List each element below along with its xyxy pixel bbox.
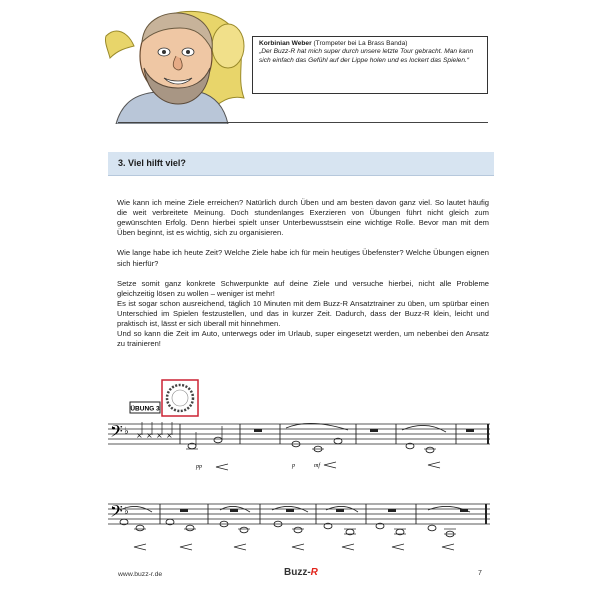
divider: [118, 122, 488, 123]
bass-clef-icon: 𝄢: [110, 421, 123, 445]
bass-clef-icon: 𝄢: [110, 501, 123, 525]
svg-text:×: ×: [166, 431, 173, 440]
quote-text: „Der Buzz-R hat mich super durch unsere letzte Tour gebracht. Man kann sich einfach das Gefühl auf der Lippe holen und es lockert das Spielen.“: [259, 48, 474, 64]
logo-r: R: [310, 567, 318, 578]
svg-text:×: ×: [156, 431, 163, 440]
footer-url-link[interactable]: www.buzz-r.de: [118, 571, 163, 578]
quote-author-role: (Trompeter bei La Brass Banda): [313, 40, 408, 47]
paragraph: Setze somit ganz konkrete Schwerpunkte auf deine Ziele und versuche hierbei, nicht alle Probleme gleichzeitig lösen zu wollen – weniger ist mehr!: [117, 278, 489, 298]
buzz-r-device-image: [162, 380, 198, 416]
paragraph: Und so kann die Zeit im Auto, unterwegs oder im Urlaub, super eingesetzt werden, um nebenbei den Ansatz zu trainieren!: [117, 329, 489, 349]
logo-text: Buzz-: [284, 567, 311, 578]
paragraph: Es ist sogar schon ausreichend, täglich 10 Minuten mit dem Buzz-R Ansatztrainer zu üben, um spürbar einen Unterschied im Spielen festzustellen, und das in kurzer Zeit. Dadurch, dass der Buzz-R klein, leicht und praktisch ist, lässt er sich überall mit hinnehmen.: [117, 298, 489, 329]
ledger-and-stems-1: [186, 426, 436, 449]
dynamic-marking: p: [292, 463, 295, 469]
crescendo-hairpins: [134, 462, 454, 550]
quote-box: [252, 36, 488, 94]
flat-icon: ♭: [124, 506, 129, 517]
paragraph: Wie kann ich meine Ziele erreichen? Natürlich durch Üben und am besten davon ganz viel. So lautet häufig die weit verbreitete Meinung. Doch stundenlanges Exerzieren von Übungen führt nicht gleich zum gewünschten Erfolg. Denn hierbei spielt unser Unterbewusstsein eine wichtige Rolle. Bevor man mit dem Üben beginnt, ist es wichtig, sich zu organisieren.: [117, 198, 489, 238]
dynamic-marking: pp: [196, 464, 202, 470]
music-notation: [100, 378, 500, 568]
exercise-label: ÜBUNG 3: [130, 405, 160, 413]
section-heading: 3. Viel hilft viel?: [108, 152, 494, 176]
caricature-illustration: [96, 6, 256, 124]
rests: [180, 429, 474, 512]
dynamic-marking: mf: [314, 463, 320, 469]
notes-staff-1: [188, 437, 434, 453]
quote-author-name: Korbinian Weber: [259, 40, 312, 47]
body-text: [117, 198, 489, 360]
page-number: 7: [478, 570, 482, 577]
paragraph: Wie lange habe ich heute Zeit? Welche Ziele habe ich für mein heutiges Übefenster? Welche Übungen eignen sich hierfür?: [117, 248, 489, 268]
staff-2: [108, 504, 490, 524]
svg-text:×: ×: [136, 431, 143, 440]
buzz-r-logo: [284, 567, 318, 578]
x-noteheads: [136, 431, 173, 440]
flat-icon: ♭: [124, 426, 129, 437]
svg-text:×: ×: [146, 431, 153, 440]
